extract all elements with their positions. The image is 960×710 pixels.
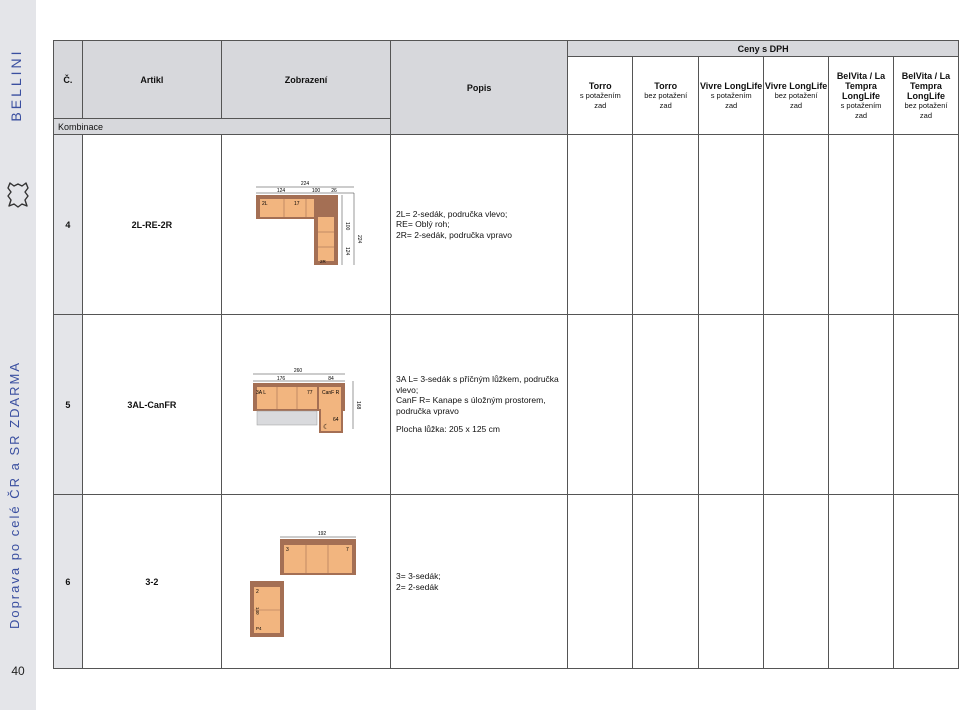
svg-text:CanF R: CanF R [322,389,340,396]
price-cell [633,315,699,495]
row-article: 3AL-CanFR [82,315,221,495]
header-article: Artikl [82,41,221,119]
price-cell [829,135,894,315]
price-cell [633,495,699,669]
row-description: 3A L= 3-sedák s příčným lůžkem, područka vlevo; CanF R= Kanape s úložným prostorem, područka vpravo Plocha lůžka: 205 x 125 cm [391,315,568,495]
sofa-diagram-3-2 [236,527,376,637]
svg-text:P4: P4 [256,625,262,631]
row-article: 3-2 [82,495,221,669]
price-cell [699,495,764,669]
svg-text:2: 2 [256,588,259,595]
svg-text:140: 140 [255,606,261,615]
svg-text:2R: 2R [320,258,326,264]
header-view: Zobrazení [222,41,391,119]
price-cell [764,495,829,669]
price-cell [568,315,633,495]
table-row [54,495,959,669]
price-cell [699,315,764,495]
svg-text:192: 192 [317,530,327,537]
svg-text:84: 84 [328,375,334,382]
leather-hide-icon [4,180,32,210]
svg-text:2L: 2L [262,200,268,207]
row-number: 5 [54,315,83,495]
row-description: 3= 3-sedák; 2= 2-sedák [391,495,568,669]
row-diagram [222,315,391,495]
price-cell [893,315,958,495]
price-cell [829,315,894,495]
svg-text:224: 224 [356,234,363,243]
svg-text:176: 176 [276,375,286,382]
price-col-2: Torro bez potažení zad [633,57,699,135]
price-col-5: BelVita / La Tempra LongLife s potažením zad [829,57,894,135]
sidebar [0,0,36,710]
price-cell [893,495,958,669]
price-cell [568,135,633,315]
svg-text:100: 100 [344,221,351,230]
bed-area-note: Plocha lůžka: 205 x 125 cm [396,424,500,435]
table-row [54,135,959,315]
svg-text:☾: ☾ [323,423,330,431]
price-cell [764,135,829,315]
row-number: 4 [54,135,83,315]
svg-text:260: 260 [293,367,303,374]
svg-text:17: 17 [294,200,300,207]
sofa-diagram-2l-re-2r [246,177,366,273]
svg-text:224: 224 [300,180,310,187]
row-article: 2L-RE-2R [82,135,221,315]
shipping-note: Doprava po celé ČR a SR ZDARMA [7,360,22,630]
price-col-6: BelVita / La Tempra LongLife bez potažení zad [893,57,958,135]
price-table [53,40,959,669]
svg-text:100: 100 [311,187,321,194]
svg-text:64: 64 [333,416,339,423]
price-cell [568,495,633,669]
svg-text:3A L: 3A L [256,389,267,396]
price-cell [633,135,699,315]
price-col-3: Vivre LongLife s potažením zad [699,57,764,135]
header-description: Popis [391,41,568,135]
svg-text:26: 26 [331,187,337,194]
row-number: 6 [54,495,83,669]
row-description: 2L= 2-sedák, područka vlevo; RE= Oblý roh; 2R= 2-sedák, područka vpravo [391,135,568,315]
svg-text:124: 124 [276,187,286,194]
price-cell [893,135,958,315]
sofa-diagram-3al-canfr [243,365,369,445]
price-col-1: Torro s potažením zad [568,57,633,135]
table-row [54,315,959,495]
page-number: 40 [11,664,25,678]
price-cell [699,135,764,315]
price-cell [764,315,829,495]
header-price-group: Ceny s DPH [568,41,959,57]
svg-text:3: 3 [286,546,289,553]
brand-logo: BELLINI [8,48,24,122]
svg-text:168: 168 [355,400,362,409]
svg-text:77: 77 [307,389,313,396]
header-number: Č. [54,41,83,119]
price-col-4: Vivre LongLife bez potažení zad [764,57,829,135]
row-diagram [222,135,391,315]
svg-text:7: 7 [346,546,349,553]
price-cell [829,495,894,669]
header-combination: Kombinace [54,119,391,135]
row-diagram [222,495,391,669]
svg-text:124: 124 [344,246,351,255]
